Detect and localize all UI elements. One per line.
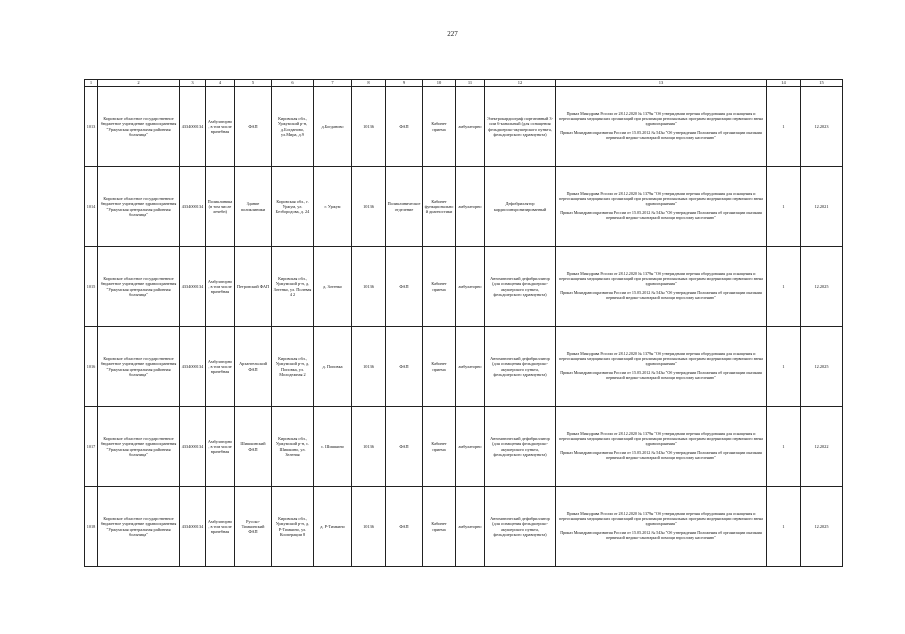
- care-mode-cell: амбулаторно: [456, 487, 485, 567]
- organization-cell: Кировское областное государственное бюджетное учреждение здравоохранения "Уржумская центральная районная больница": [98, 327, 180, 407]
- quantity-cell: 1: [767, 407, 801, 487]
- table-row: [85, 87, 843, 167]
- code-cell: 10136: [352, 327, 386, 407]
- legal-basis-paragraph: Приказ Минздрава России от 28.12.2020 № 1379н "Об утверждении перечня оборудования для оснащения и переоснащения медицинских организаций при реализации региональных программ модернизации первичного звена здравоохранения": [559, 431, 763, 447]
- address-cell: Кировская обл., Уржумский р-н, с. Шишкино, ул. Зеленая: [272, 407, 314, 487]
- organization-cell: Кировское областное государственное бюджетное учреждение здравоохранения "Уржумская центральная районная больница": [98, 167, 180, 247]
- care-type-cell: Амбулаторно, в том числе врачебная: [206, 327, 235, 407]
- column-header-3: 3: [180, 80, 206, 87]
- care-type-cell: Амбулаторно, в том числе врачебная: [206, 247, 235, 327]
- column-header-13: 13: [556, 80, 767, 87]
- column-header-15: 15: [801, 80, 843, 87]
- quantity-cell: 1: [767, 487, 801, 567]
- equipment-cell: Автоматический дефибриллятор (для оснащения фельдшерско-акушерского пункта, фельдшерского здравпункта): [485, 327, 556, 407]
- quantity-cell: 1: [767, 247, 801, 327]
- equipment-cell: Автоматический дефибриллятор (для оснащения фельдшерско-акушерского пункта, фельдшерского здравпункта): [485, 407, 556, 487]
- row-number-cell: 1015: [85, 247, 98, 327]
- table-row: [85, 327, 843, 407]
- date-cell: 12.2025: [801, 247, 843, 327]
- unit-name-cell: Здание поликлиники: [235, 167, 272, 247]
- care-type-cell: Амбулаторно, в том числе врачебная: [206, 87, 235, 167]
- unit-type-cell: ФАП: [386, 247, 423, 327]
- inn-cell: 4334000134: [180, 87, 206, 167]
- legal-basis-cell: [556, 487, 767, 567]
- organization-cell: Кировское областное государственное бюджетное учреждение здравоохранения "Уржумская центральная районная больница": [98, 87, 180, 167]
- column-header-2: 2: [98, 80, 180, 87]
- locality-cell: д. Р-Тимкино: [314, 487, 352, 567]
- legal-basis-paragraph: Приказ Минздравсоцразвития России от 15.05.2012 № 543н "Об утверждении Положения об организации оказания первичной медико-санитарной помощи взрослому населению": [560, 289, 762, 300]
- row-number-cell: 1017: [85, 407, 98, 487]
- address-cell: Кировская обл., Уржумский р-н, д. Поповка, ул. Молодежная 2: [272, 327, 314, 407]
- column-header-5: 5: [235, 80, 272, 87]
- equipment-cell: Дефибриллятор кардиосинхронизированный: [485, 167, 556, 247]
- locality-cell: д. Зотенко: [314, 247, 352, 327]
- inn-cell: 4334000134: [180, 407, 206, 487]
- equipment-cell: Электрокардиограф портативный 3- или 6-канальный (для оснащения фельдшерско-акушерского пункта, фельдшерского здравпункта): [485, 87, 556, 167]
- date-cell: 12.2025: [801, 327, 843, 407]
- column-header-4: 4: [206, 80, 235, 87]
- unit-name-cell: Петровский ФАП: [235, 247, 272, 327]
- equipment-cell: Автоматический дефибриллятор (для оснащения фельдшерско-акушерского пункта, фельдшерского здравпункта): [485, 247, 556, 327]
- code-cell: 10136: [352, 247, 386, 327]
- address-cell: Кировская обл., Уржумский р-н, д. Зотенко, ул. Полевая 4 2: [272, 247, 314, 327]
- inn-cell: 4334000134: [180, 167, 206, 247]
- unit-name-cell: Архангельский ФАП: [235, 327, 272, 407]
- room-cell: Кабинет приема: [423, 327, 456, 407]
- unit-type-cell: ФАП: [386, 407, 423, 487]
- date-cell: 12.2025: [801, 487, 843, 567]
- code-cell: 10136: [352, 407, 386, 487]
- address-cell: Кировская обл., г. Уржум, ул. Безбородова, д. 24: [272, 167, 314, 247]
- organization-cell: Кировское областное государственное бюджетное учреждение здравоохранения "Уржумская центральная районная больница": [98, 487, 180, 567]
- care-type-cell: Поликлиника (в том числе лечебн): [206, 167, 235, 247]
- unit-type-cell: ФАП: [386, 87, 423, 167]
- table-row: [85, 487, 843, 567]
- header-row: [85, 80, 843, 87]
- room-cell: Кабинет приема: [423, 247, 456, 327]
- code-cell: 10136: [352, 487, 386, 567]
- legal-basis-paragraph: Приказ Минздрава России от 28.12.2020 № 1379н "Об утверждении перечня оборудования для оснащения и переоснащения медицинских организаций при реализации региональных программ модернизации первичного звена здравоохранения": [559, 351, 763, 367]
- inn-cell: 4334000134: [180, 247, 206, 327]
- care-type-cell: Амбулаторно, в том числе врачебная: [206, 487, 235, 567]
- date-cell: 12.2023: [801, 87, 843, 167]
- locality-cell: с. Шишкино: [314, 407, 352, 487]
- column-header-12: 12: [485, 80, 556, 87]
- legal-basis-paragraph: Приказ Минздравсоцразвития России от 15.05.2012 № 543н "Об утверждении Положения об организации оказания первичной медико-санитарной помощи взрослому населению": [560, 369, 762, 380]
- legal-basis-cell: [556, 407, 767, 487]
- legal-basis-cell: [556, 247, 767, 327]
- legal-basis-paragraph: Приказ Минздрава России от 28.12.2020 № 1379н "Об утверждении перечня оборудования для оснащения и переоснащения медицинских организаций при реализации региональных программ модернизации первичного звена здравоохранения": [559, 111, 763, 127]
- date-cell: 12.2022: [801, 407, 843, 487]
- column-header-7: 7: [314, 80, 352, 87]
- row-number-cell: 1018: [85, 487, 98, 567]
- legal-basis-paragraph: Приказ Минздравсоцразвития России от 15.05.2012 № 543н "Об утверждении Положения об организации оказания первичной медико-санитарной помощи взрослому населению": [560, 209, 762, 220]
- unit-name-cell: ФАП: [235, 87, 272, 167]
- row-number-cell: 1016: [85, 327, 98, 407]
- column-header-14: 14: [767, 80, 801, 87]
- room-cell: Кабинет приема: [423, 487, 456, 567]
- row-number-cell: 1014: [85, 167, 98, 247]
- equipment-cell: Автоматический дефибриллятор (для оснащения фельдшерско-акушерского пункта, фельдшерского здравпункта): [485, 487, 556, 567]
- quantity-cell: 1: [767, 327, 801, 407]
- room-cell: Кабинет приема: [423, 87, 456, 167]
- address-cell: Кировская обл., Уржумский р-н, д.Богданово, ул.Мира, д.9: [272, 87, 314, 167]
- legal-basis-paragraph: Приказ Минздравсоцразвития России от 15.05.2012 № 543н "Об утверждении Положения об организации оказания первичной медико-санитарной помощи взрослому населению": [560, 129, 762, 140]
- code-cell: 10136: [352, 167, 386, 247]
- legal-basis-paragraph: Приказ Минздрава России от 28.12.2020 № 1379н "Об утверждении перечня оборудования для оснащения и переоснащения медицинских организаций при реализации региональных программ модернизации первичного звена здравоохранения": [559, 271, 763, 287]
- locality-cell: г. Уржум: [314, 167, 352, 247]
- locality-cell: д.Богданово: [314, 87, 352, 167]
- care-mode-cell: амбулаторно: [456, 327, 485, 407]
- legal-basis-paragraph: Приказ Минздрава России от 28.12.2020 № 1379н "Об утверждении перечня оборудования для оснащения и переоснащения медицинских организаций при реализации региональных программ модернизации первичного звена здравоохранения": [559, 511, 763, 527]
- address-cell: Кировская обл., Уржумский р-н, д. Р-Тимкино, ул. Кооперации 8: [272, 487, 314, 567]
- legal-basis-cell: [556, 327, 767, 407]
- code-cell: 10136: [352, 87, 386, 167]
- organization-cell: Кировское областное государственное бюджетное учреждение здравоохранения "Уржумская центральная районная больница": [98, 407, 180, 487]
- inn-cell: 4334000134: [180, 327, 206, 407]
- care-mode-cell: амбулаторно: [456, 247, 485, 327]
- row-number-cell: 1013: [85, 87, 98, 167]
- quantity-cell: 1: [767, 87, 801, 167]
- locality-cell: д. Поповка: [314, 327, 352, 407]
- legal-basis-paragraph: Приказ Минздрава России от 28.12.2020 № 1379н "Об утверждении перечня оборудования для оснащения и переоснащения медицинских организаций при реализации региональных программ модернизации первичного звена здравоохранения": [559, 191, 763, 207]
- equipment-table: [84, 79, 843, 567]
- care-type-cell: Амбулаторно, в том числе врачебная: [206, 407, 235, 487]
- column-header-8: 8: [352, 80, 386, 87]
- column-header-6: 6: [272, 80, 314, 87]
- table-row: [85, 167, 843, 247]
- unit-type-cell: Поликлиническое отделение: [386, 167, 423, 247]
- date-cell: 12.2021: [801, 167, 843, 247]
- column-header-9: 9: [386, 80, 423, 87]
- room-cell: Кабинет приема: [423, 407, 456, 487]
- quantity-cell: 1: [767, 167, 801, 247]
- page-number: 227: [447, 30, 458, 38]
- column-header-11: 11: [456, 80, 485, 87]
- inn-cell: 4334000134: [180, 487, 206, 567]
- unit-type-cell: ФАП: [386, 487, 423, 567]
- unit-name-cell: Шишкинский ФАП: [235, 407, 272, 487]
- organization-cell: Кировское областное государственное бюджетное учреждение здравоохранения "Уржумская центральная районная больница": [98, 247, 180, 327]
- unit-type-cell: ФАП: [386, 327, 423, 407]
- care-mode-cell: амбулаторно: [456, 407, 485, 487]
- table-row: [85, 407, 843, 487]
- table-row: [85, 247, 843, 327]
- column-header-1: 1: [85, 80, 98, 87]
- care-mode-cell: амбулаторно: [456, 87, 485, 167]
- room-cell: Кабинет функциональной диагностики: [423, 167, 456, 247]
- column-header-10: 10: [423, 80, 456, 87]
- unit-name-cell: Русско-Тимкинский ФАП: [235, 487, 272, 567]
- legal-basis-paragraph: Приказ Минздравсоцразвития России от 15.05.2012 № 543н "Об утверждении Положения об организации оказания первичной медико-санитарной помощи взрослому населению": [560, 529, 762, 540]
- legal-basis-cell: [556, 167, 767, 247]
- legal-basis-paragraph: Приказ Минздравсоцразвития России от 15.05.2012 № 543н "Об утверждении Положения об организации оказания первичной медико-санитарной помощи взрослому населению": [560, 449, 762, 460]
- legal-basis-cell: [556, 87, 767, 167]
- care-mode-cell: амбулаторно: [456, 167, 485, 247]
